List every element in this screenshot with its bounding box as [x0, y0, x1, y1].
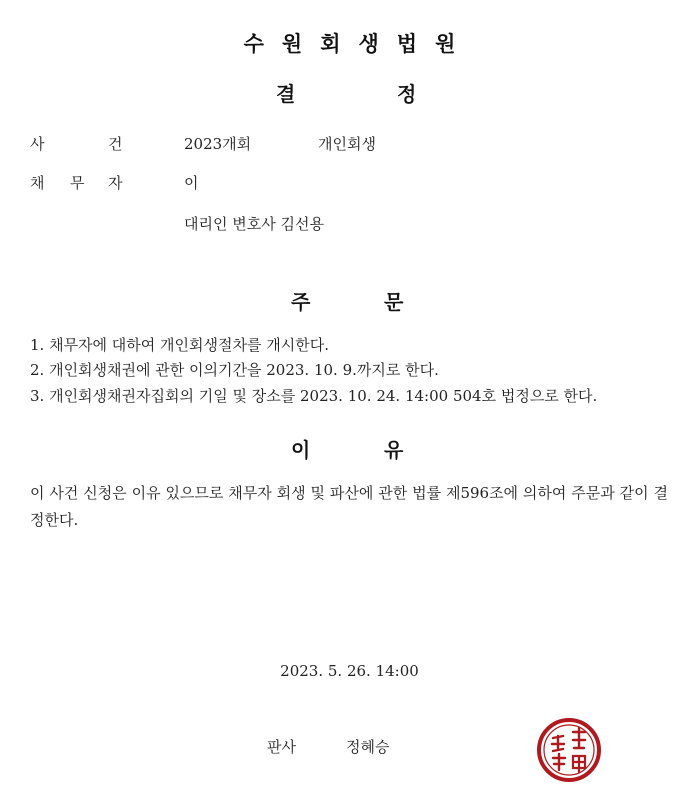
agent: 대리인 변호사 김선용 — [184, 215, 324, 233]
order-item-1: 1. 채무자에 대하여 개인회생절차를 개시한다. — [30, 336, 329, 354]
debtor-label-2: 무 — [70, 174, 85, 192]
reason-heading-left: 이 — [291, 438, 311, 462]
case-number: 2023개회 — [184, 135, 252, 153]
debtor-name: 이 — [184, 174, 199, 192]
document-title-right: 정 — [397, 82, 417, 106]
debtor-label-1: 채 — [30, 174, 45, 192]
debtor-label-3: 자 — [108, 174, 123, 192]
case-label-1: 사 — [30, 135, 45, 153]
order-item-3: 3. 개인회생채권자집회의 기일 및 장소를 2023. 10. 24. 14:00 504호 법정으로 한다. — [30, 387, 598, 405]
order-item-2: 2. 개인회생채권에 관한 이의기간을 2023. 10. 9.까지로 한다. — [30, 361, 439, 379]
judge-title: 판사 — [267, 738, 296, 756]
case-label-2: 건 — [108, 135, 123, 153]
judge-name: 정혜승 — [346, 738, 390, 756]
document-title-left: 결 — [276, 82, 296, 106]
order-heading-left: 주 — [291, 290, 311, 314]
judge-seal-stamp — [533, 714, 605, 786]
order-heading-right: 문 — [384, 290, 404, 314]
reason-heading-right: 유 — [384, 438, 404, 462]
reason-text: 이 사건 신청은 이유 있으므로 채무자 회생 및 파산에 관한 법률 제596조에 의하여 주문과 같이 결정한다. — [30, 484, 668, 529]
decision-date: 2023. 5. 26. 14:00 — [280, 662, 419, 680]
case-type: 개인회생 — [318, 135, 376, 153]
court-title: 수원회생법원 — [243, 32, 474, 56]
